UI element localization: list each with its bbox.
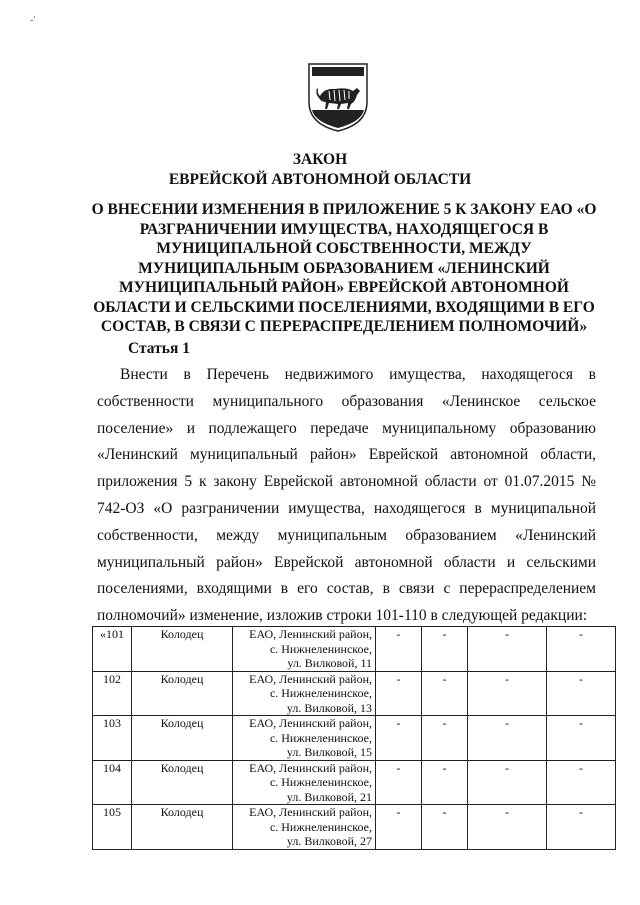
cell-empty: - xyxy=(422,805,468,850)
cell-empty: - xyxy=(422,760,468,805)
cell-empty: - xyxy=(547,716,616,761)
cell-empty: - xyxy=(376,760,422,805)
object-name: Колодец xyxy=(132,627,233,672)
address-line: ул. Вилковой, 15 xyxy=(286,745,372,759)
object-name: Колодец xyxy=(132,760,233,805)
title-line-region: ЕВРЕЙСКОЙ АВТОНОМНОЙ ОБЛАСТИ xyxy=(168,171,472,188)
row-number: «101 xyxy=(93,627,132,672)
object-name: Колодец xyxy=(132,716,233,761)
corner-mark: -' xyxy=(30,15,36,26)
cell-empty: - xyxy=(547,805,616,850)
row-number: 105 xyxy=(93,805,132,850)
title-line-law: ЗАКОН xyxy=(292,151,348,168)
cell-empty: - xyxy=(376,716,422,761)
cell-empty: - xyxy=(547,627,616,672)
row-number: 102 xyxy=(93,671,132,716)
address-line: с. Нижнеленинское, xyxy=(269,775,372,789)
cell-empty: - xyxy=(422,671,468,716)
cell-empty: - xyxy=(468,671,547,716)
cell-empty: - xyxy=(468,716,547,761)
address-line: с. Нижнеленинское, xyxy=(269,641,372,656)
table-row xyxy=(93,805,616,850)
table-row xyxy=(93,760,616,805)
address-line: ЕАО, Ленинский район, xyxy=(249,760,372,775)
cell-empty: - xyxy=(468,805,547,850)
law-subtitle: О ВНЕСЕНИИ ИЗМЕНЕНИЯ В ПРИЛОЖЕНИЕ 5 К ЗАКОНУ ЕАО «О РАЗГРАНИЧЕНИИ ИМУЩЕСТВА, НАХОДЯЩЕГОСЯ В МУНИЦИПАЛЬНОЙ СОБСТВЕННОСТИ, МЕЖДУ МУНИЦИПАЛЬНЫМ ОБРАЗОВАНИЕМ «ЛЕНИНСКИЙ МУНИЦИПАЛЬНЫЙ РАЙОН» ЕВРЕЙСКОЙ АВТОНОМНОЙ ОБЛАСТИ И СЕЛЬСКИМИ ПОСЕЛЕНИЯМИ, ВХОДЯЩИМИ В ЕГО СОСТАВ, В СВЯЗИ С ПЕРЕРАСПРЕДЕЛЕНИЕМ ПОЛНОМОЧИЙ» xyxy=(91,201,597,335)
object-address xyxy=(233,760,376,805)
address-line: ул. Вилковой, 13 xyxy=(286,700,372,715)
cell-empty: - xyxy=(376,627,422,672)
cell-empty: - xyxy=(376,671,422,716)
object-address xyxy=(233,716,376,761)
object-address xyxy=(233,627,376,672)
row-number: 104 xyxy=(93,760,132,805)
law-title xyxy=(0,150,640,190)
row-number: 103 xyxy=(93,716,132,761)
cell-empty: - xyxy=(422,716,468,761)
object-address xyxy=(233,805,376,850)
address-line: ЕАО, Ленинский район, xyxy=(249,627,372,641)
address-line: ЕАО, Ленинский район, xyxy=(249,805,372,819)
cell-empty: - xyxy=(422,627,468,672)
address-line: с. Нижнеленинское, xyxy=(269,686,372,700)
cell-empty: - xyxy=(376,805,422,850)
body-paragraph: Внести в Перечень недвижимого имущества, находящегося в собственности муниципального образования «Ленинское сельское поселение» и подлежащего передаче муниципальному образованию «Ленинский муниципальный район» Еврейской автономной области, приложения 5 к закону Еврейской автономной области от 01.07.2015 № 742-ОЗ «О разграничении имущества, находящегося в муниципальной собственности, между муниципальным образованием «Ленинский муниципальный район» Еврейской автономной области и сельскими поселениями, входящими в его состав, в связи с перераспределением полномочий» изменение, изложив строки 101-110 в следующей редакции: xyxy=(97,366,596,625)
object-name: Колодец xyxy=(132,805,233,850)
address-line: ул. Вилковой, 27 xyxy=(286,834,372,848)
cell-empty: - xyxy=(468,760,547,805)
address-line: ул. Вилковой, 11 xyxy=(287,656,372,670)
table-row xyxy=(93,627,616,672)
table-row xyxy=(93,716,616,761)
address-line: ЕАО, Ленинский район, xyxy=(249,671,372,686)
tiger-emblem-icon xyxy=(305,58,371,134)
cell-empty: - xyxy=(547,760,616,805)
table-row xyxy=(93,671,616,716)
address-line: с. Нижнеленинское, xyxy=(269,819,372,834)
object-address xyxy=(233,671,376,716)
address-line: с. Нижнеленинское, xyxy=(269,730,372,745)
cell-empty: - xyxy=(468,627,547,672)
property-table xyxy=(92,626,616,850)
address-line: ул. Вилковой, 21 xyxy=(286,789,372,804)
address-line: ЕАО, Ленинский район, xyxy=(249,716,372,730)
article-heading: Статья 1 xyxy=(128,340,190,357)
cell-empty: - xyxy=(547,671,616,716)
object-name: Колодец xyxy=(132,671,233,716)
